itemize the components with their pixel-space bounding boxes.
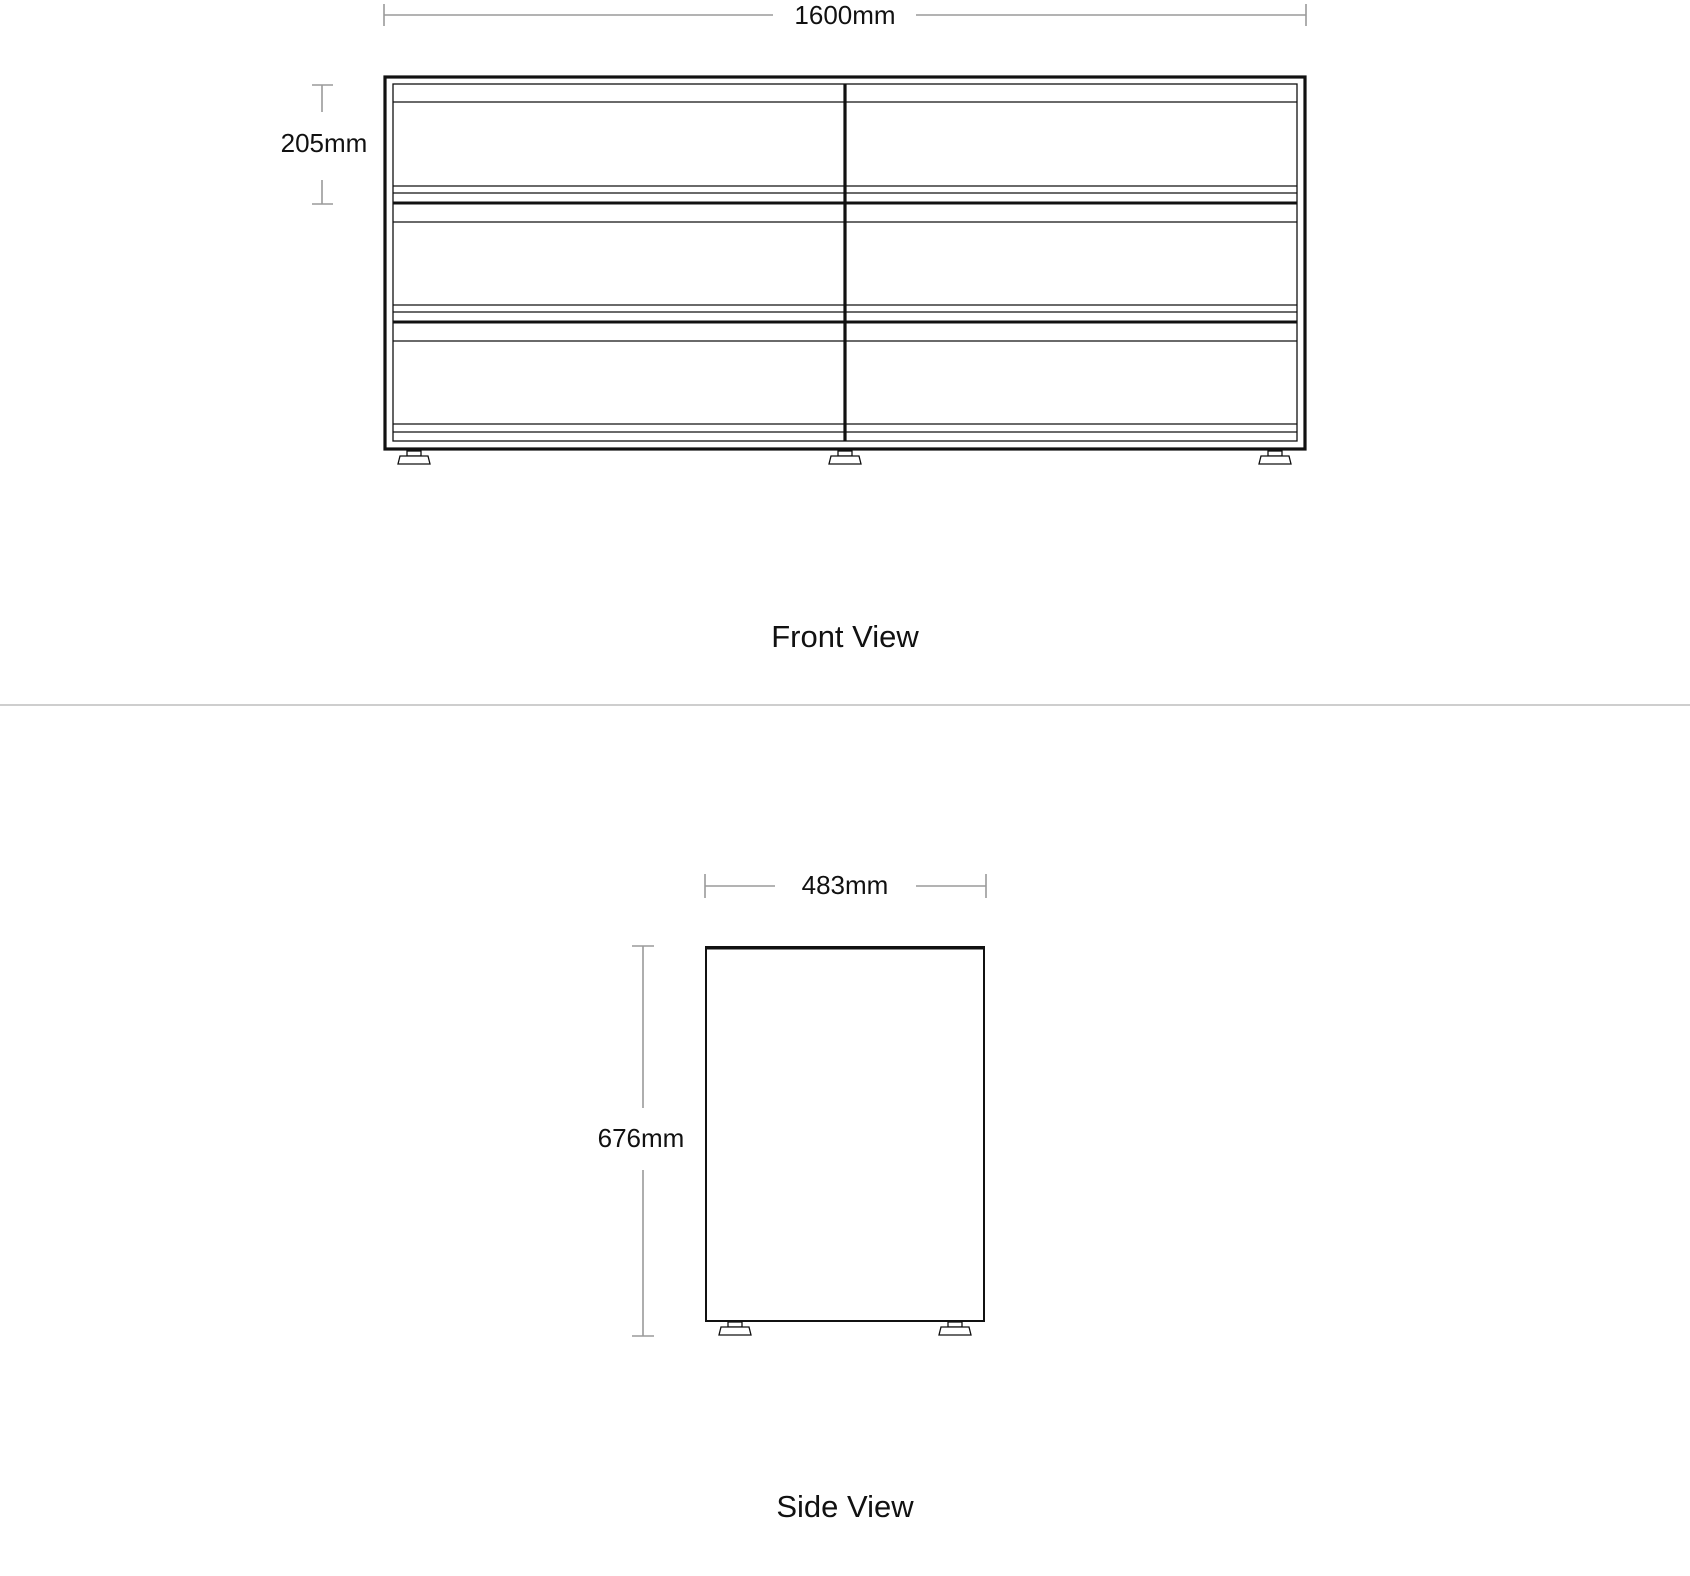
drawer-height-dimension [281, 85, 368, 204]
side-depth-label: 483mm [801, 870, 889, 900]
dresser-foot-right [1259, 451, 1291, 464]
dresser-foot-left [398, 451, 430, 464]
side-foot-left [719, 1322, 751, 1335]
side-view [598, 870, 986, 1524]
drawer-height-label: 205mm [280, 128, 368, 158]
dresser-front [385, 77, 1305, 449]
side-foot-right [939, 1322, 971, 1335]
front-view-title: Front View [771, 619, 919, 654]
dresser-side-panel [706, 947, 984, 1321]
side-depth-dimension [705, 870, 986, 900]
front-view [281, 0, 1306, 654]
side-height-label: 676mm [597, 1123, 685, 1153]
front-width-label: 1600mm [794, 0, 896, 30]
side-height-dimension [598, 946, 685, 1336]
front-width-dimension [384, 0, 1306, 30]
dresser-foot-center [829, 451, 861, 464]
side-view-title: Side View [776, 1489, 914, 1524]
